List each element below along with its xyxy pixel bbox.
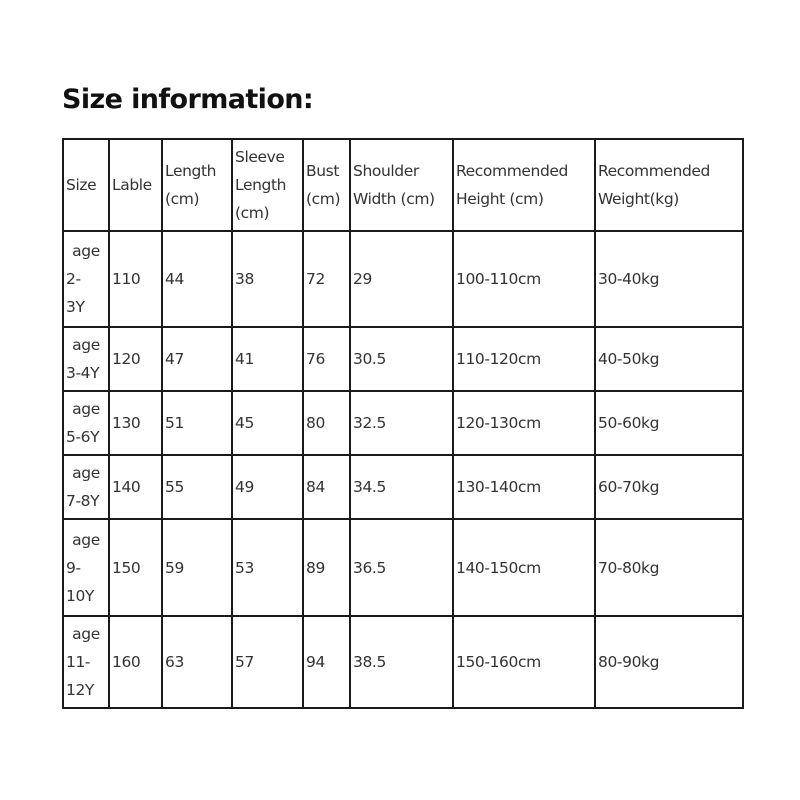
- table-row: [63, 391, 743, 455]
- cell-label: 140: [109, 455, 162, 519]
- cell-bust: 76: [303, 327, 350, 391]
- cell-shoulder-width: 38.5: [350, 616, 453, 708]
- cell-recommended-weight: 80-90kg: [595, 616, 743, 708]
- table-row: [63, 231, 743, 327]
- cell-label: 130: [109, 391, 162, 455]
- cell-label: 110: [109, 231, 162, 327]
- cell-sleeve-length: 49: [232, 455, 303, 519]
- cell-recommended-weight: 70-80kg: [595, 519, 743, 616]
- cell-length: 59: [162, 519, 232, 616]
- table-row: [63, 616, 743, 708]
- header-recommended-weight: Recommended Weight(kg): [595, 139, 743, 231]
- cell-size: age 5-6Y: [63, 391, 109, 455]
- cell-bust: 89: [303, 519, 350, 616]
- cell-sleeve-length: 53: [232, 519, 303, 616]
- cell-label: 120: [109, 327, 162, 391]
- cell-recommended-weight: 40-50kg: [595, 327, 743, 391]
- cell-recommended-weight: 50-60kg: [595, 391, 743, 455]
- cell-shoulder-width: 32.5: [350, 391, 453, 455]
- cell-recommended-height: 100-110cm: [453, 231, 595, 327]
- header-label: Lable: [109, 139, 162, 231]
- cell-sleeve-length: 38: [232, 231, 303, 327]
- cell-recommended-height: 150-160cm: [453, 616, 595, 708]
- cell-recommended-height: 120-130cm: [453, 391, 595, 455]
- cell-label: 160: [109, 616, 162, 708]
- cell-recommended-height: 130-140cm: [453, 455, 595, 519]
- cell-label: 150: [109, 519, 162, 616]
- size-chart-table: [62, 138, 744, 709]
- cell-bust: 72: [303, 231, 350, 327]
- table-row: [63, 455, 743, 519]
- cell-shoulder-width: 36.5: [350, 519, 453, 616]
- table-header-row: [63, 139, 743, 231]
- cell-bust: 84: [303, 455, 350, 519]
- table-row: [63, 519, 743, 616]
- cell-shoulder-width: 30.5: [350, 327, 453, 391]
- cell-bust: 94: [303, 616, 350, 708]
- cell-shoulder-width: 34.5: [350, 455, 453, 519]
- cell-sleeve-length: 41: [232, 327, 303, 391]
- header-recommended-height: Recommended Height (cm): [453, 139, 595, 231]
- cell-recommended-height: 110-120cm: [453, 327, 595, 391]
- cell-length: 47: [162, 327, 232, 391]
- header-sleeve-length: Sleeve Length (cm): [232, 139, 303, 231]
- cell-recommended-weight: 60-70kg: [595, 455, 743, 519]
- header-shoulder-width: Shoulder Width (cm): [350, 139, 453, 231]
- table-row: [63, 327, 743, 391]
- cell-size: age 9- 10Y: [63, 519, 109, 616]
- page-title: Size information:: [62, 84, 314, 115]
- cell-size: age 7-8Y: [63, 455, 109, 519]
- cell-length: 44: [162, 231, 232, 327]
- cell-size: age 2- 3Y: [63, 231, 109, 327]
- cell-length: 63: [162, 616, 232, 708]
- cell-sleeve-length: 57: [232, 616, 303, 708]
- cell-size: age 11- 12Y: [63, 616, 109, 708]
- cell-length: 51: [162, 391, 232, 455]
- cell-recommended-height: 140-150cm: [453, 519, 595, 616]
- header-length: Length (cm): [162, 139, 232, 231]
- cell-size: age 3-4Y: [63, 327, 109, 391]
- cell-sleeve-length: 45: [232, 391, 303, 455]
- header-size: Size: [63, 139, 109, 231]
- cell-recommended-weight: 30-40kg: [595, 231, 743, 327]
- header-bust: Bust (cm): [303, 139, 350, 231]
- cell-bust: 80: [303, 391, 350, 455]
- cell-length: 55: [162, 455, 232, 519]
- cell-shoulder-width: 29: [350, 231, 453, 327]
